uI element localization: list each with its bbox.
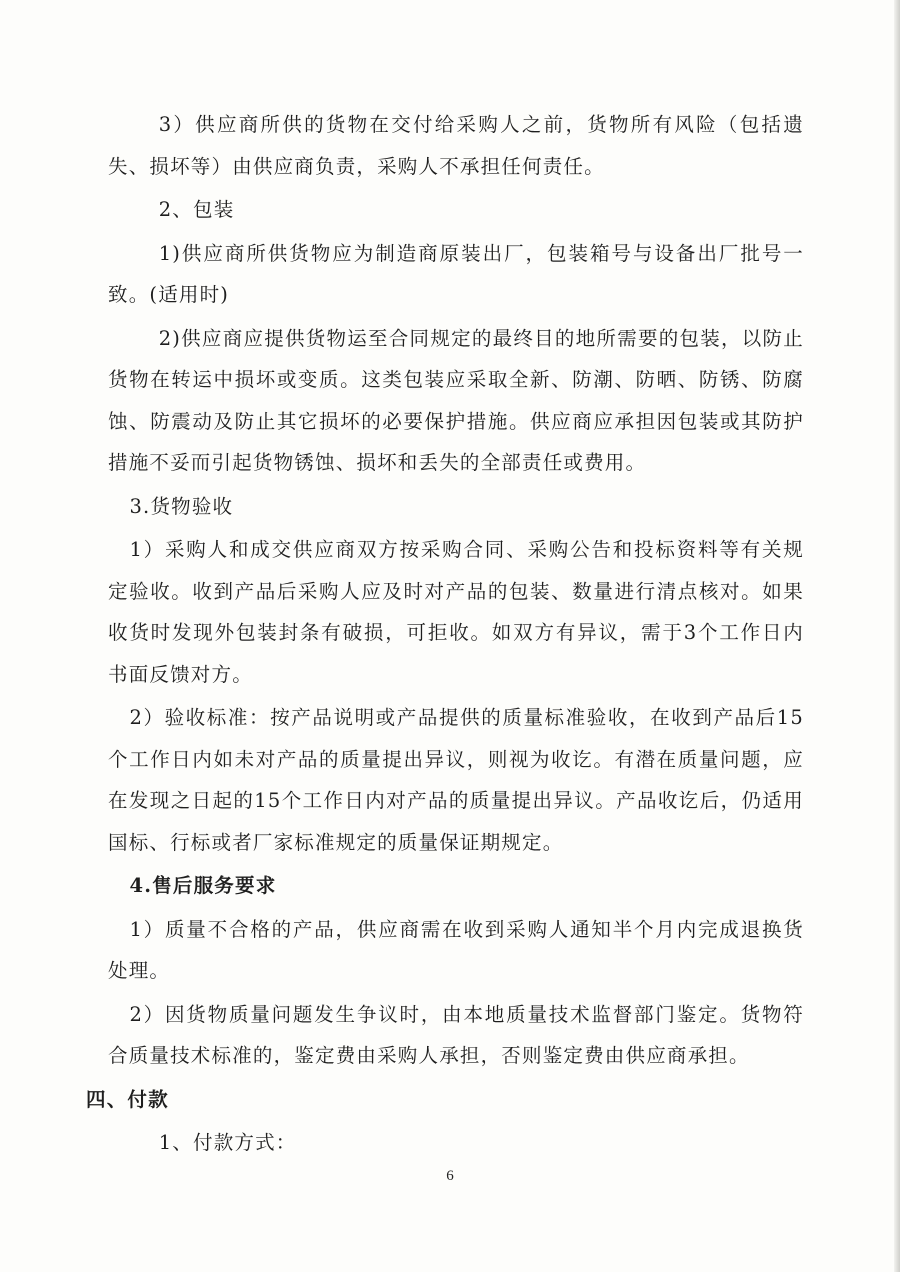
paragraph-risk: 3）供应商所供的货物在交付给采购人之前，货物所有风险（包括遗失、损坏等）由供应商负责，采购人不承担任何责任。	[108, 113, 804, 178]
paragraph-after-sales-2: 2）因货物质量问题发生争议时，由本地质量技术监督部门鉴定。货物符合质量技术标准的，鉴定费由采购人承担，否则鉴定费由供应商承担。	[108, 1002, 804, 1067]
heading-payment: 四、付款	[86, 1087, 169, 1111]
paragraph-after-sales-1: 1）质量不合格的产品，供应商需在收到采购人通知半个月内完成退换货处理。	[108, 917, 804, 982]
paragraph-packaging-1: 1)供应商所供货物应为制造商原装出厂，包装箱号与设备出厂批号一致。(适用时)	[108, 241, 804, 306]
page-number: 6	[446, 1168, 454, 1184]
page-edge-shadow	[894, 0, 900, 1272]
heading-after-sales: 4.售后服务要求	[129, 874, 277, 897]
paragraph-acceptance-2: 2）验收标准：按产品说明或产品提供的质量标准验收，在收到产品后15个工作日内如未对产品的质量提出异议，则视为收讫。有潜在质量问题，应在发现之日起的15个工作日内对产品的质量提出异议。产品收讫后，仍适用国标、行标或者厂家标准规定的质量保证期规定。	[108, 706, 804, 854]
paragraph-packaging-2: 2)供应商应提供货物运至合同规定的最终目的地所需要的包装，以防止货物在转运中损坏或变质。这类包装应采取全新、防潮、防晒、防锈、防腐蚀、防震动及防止其它损坏的必要保护措施。供应商应承担因包装或其防护措施不妥而引起货物锈蚀、损坏和丢失的全部责任或费用。	[108, 326, 804, 474]
heading-packaging: 2、包装	[158, 198, 235, 221]
document-body	[86, 104, 804, 1164]
paragraph-acceptance-1: 1）采购人和成交供应商双方按采购合同、采购公告和投标资料等有关规定验收。收到产品后采购人应及时对产品的包装、数量进行清点核对。如果收货时发现外包装封条有破损，可拒收。如双方有异议，需于3个工作日内书面反馈对方。	[108, 538, 804, 686]
heading-payment-method: 1、付款方式：	[158, 1131, 297, 1154]
heading-acceptance: 3.货物验收	[129, 494, 234, 518]
